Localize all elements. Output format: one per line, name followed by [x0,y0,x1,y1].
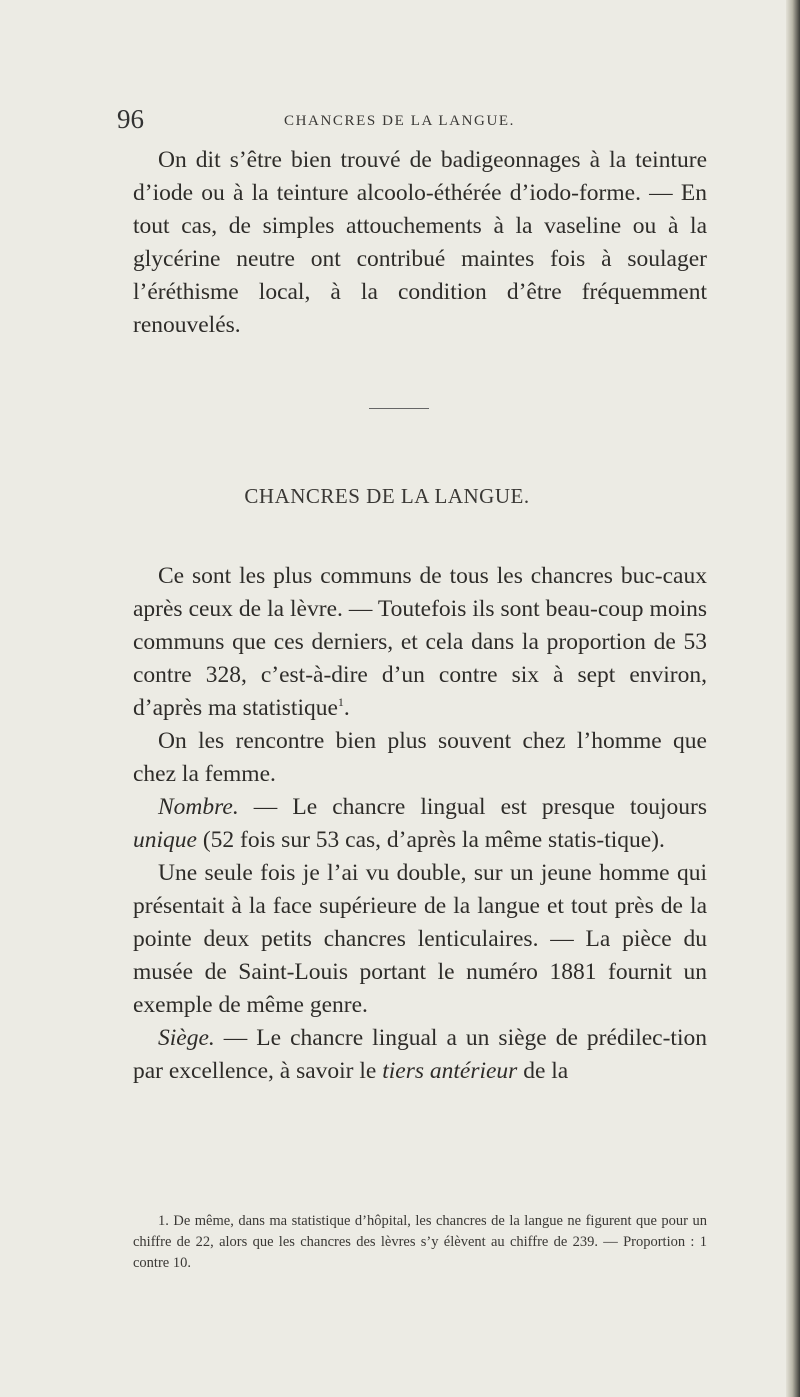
paragraph-4: Une seule fois je l’ai vu double, sur un jeune homme qui présentait à la face supérieure de la langue et tout près de la pointe deux petits chancres lenticulaires. — La pièce du musée de Saint-Louis portant le numéro 1881 fournit un exemple de même genre. [133,860,707,1018]
section-title-container [0,484,800,509]
page-edge-shadow [786,0,800,1397]
footnotes [133,1211,707,1274]
paragraph-2: On les rencontre bien plus souvent chez l’homme que chez la femme. [133,728,707,787]
paragraph-5: Siège. — Le chancre lingual a un siège de prédilec-tion par excellence, à savoir le tiers antérieur de la [133,1025,707,1084]
label-siege: Siège. [158,1025,215,1051]
intro-paragraph: On dit s’être bien trouvé de badigeonnages à la teinture d’iode ou à la teinture alcoolo-éthérée d’iodo-forme. — En tout cas, de simples attouchements à la vaseline ou à la glycérine neutre ont contribué maintes fois à soulager l’éréthisme local, à la condition d’être fréquemment renouvelés. [133,147,707,338]
page-number: 96 [117,104,144,134]
paragraph-3: Nombre. — Le chancre lingual est presque toujours unique (52 fois sur 53 cas, d’après la même statis-tique). [133,794,707,853]
footnote-1 [133,1211,707,1274]
italic-tiers-anterieur: tiers antérieur [382,1058,518,1084]
section-divider [369,408,429,409]
intro-text-block [133,144,707,342]
footnote-ref: 1 [337,695,344,710]
running-head: CHANCRES DE LA LANGUE. [284,113,516,129]
paragraph-1: Ce sont les plus communs de tous les chancres buc-caux après ceux de la lèvre. — Toutefois ils sont beau-coup moins communs que ces derniers, et cela dans la proportion de 53 contre 328, c’est-à-dire d’un contre six à sept environ, d’après ma statistique$^1$. [133,563,707,721]
footnote-marker: 1. [158,1213,169,1229]
page-header [0,104,800,144]
italic-unique: unique [133,827,197,853]
section-title: CHANCRES DE LA LANGUE. [244,484,530,508]
footnote-text: De même, dans ma statistique d’hôpital, les chancres de la langue ne figurent que pour un chiffre de 22, alors que les chancres des lèvres s’y élèvent au chiffre de 239. — Proportion : 1 contre 10. [133,1213,707,1271]
label-nombre: Nombre. [158,794,239,820]
section-text-block [133,560,707,1088]
